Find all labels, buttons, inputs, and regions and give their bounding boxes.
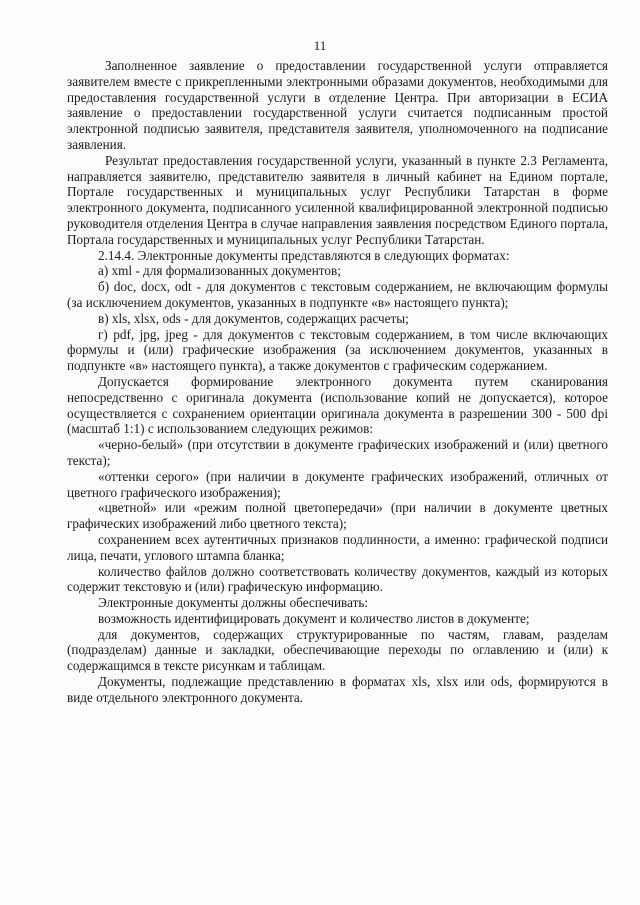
list-item: «черно-белый» (при отсутствии в документе графических изображений и (или) цветного текста); bbox=[67, 437, 608, 468]
paragraph: Заполненное заявление о предоставлении государственной услуги отправляется заявителем вместе с прикрепленными электронными образами документов, необходимыми для предоставления государственной услуги в отделение Центра. При авторизации в ЕСИА заявление о предоставлении государственной услуги считается подписанным простой электронной подписью заявителя, представителя заявителя, уполномоченного на подписание заявления. bbox=[67, 58, 608, 152]
list-item: для документов, содержащих структурированные по частям, главам, разделам (подразделам) данные и закладки, обеспечивающие переходы по оглавлению и (или) к содержащимся в тексте рисункам и таблицам. bbox=[67, 626, 608, 674]
list-item: а) xml - для формализованных документов; bbox=[98, 263, 341, 279]
list-item: сохранением всех аутентичных признаков подлинности, а именно: графической подписи лица, печати, углового штампа бланка; bbox=[67, 531, 608, 563]
list-item: «оттенки серого» (при наличии в документе графических изображений, отличных от цветного графического изображения); bbox=[67, 468, 608, 500]
list-item: количество файлов должно соответствовать количеству документов, каждый из которых содержит текстовую и (или) графическую информацию. bbox=[67, 563, 608, 595]
list-item: в) xls, xlsx, ods - для документов, содержащих расчеты; bbox=[98, 310, 409, 326]
document-body bbox=[67, 58, 608, 706]
paragraph: Результат предоставления государственной услуги, указанный в пункте 2.3 Регламента, направляется заявителю, представителю заявителя в личный кабинет на Едином портале, Портале государственных и муниципальных услуг Республики Татарстан в форме электронного документа, подписанного усиленной квалифицированной электронной подписью руководителя отделения Центра в случае направления заявления посредством Единого портала, Портала государственных и муниципальных услуг Республики Татарстан. bbox=[67, 152, 608, 247]
paragraph: Документы, подлежащие представлению в форматах xls, xlsx или ods, формируются в виде отдельного электронного документа. bbox=[67, 674, 608, 705]
list-item: б) doc, docx, odt - для документов с текстовым содержанием, не включающим формулы (за исключением документов, указанных в подпункте «в» настоящего пункта); bbox=[67, 279, 608, 310]
paragraph: Электронные документы должны обеспечивать: bbox=[98, 595, 369, 611]
paragraph: Допускается формирование электронного документа путем сканирования непосредственно с оригинала документа (использование копий не допускается), которое осуществляется с сохранением ориентации оригинала документа в разрешении 300 - 500 dpi (масштаб 1:1) с использованием следующих режимов: bbox=[67, 373, 608, 437]
list-item: г) pdf, jpg, jpeg - для документов с текстовым содержанием, в том числе включающих формулы и (или) графические изображения (за исключением документов, указанных в подпункте «в» настоящего пункта), а также документов с графическим содержанием. bbox=[67, 326, 608, 374]
list-item: «цветной» или «режим полной цветопередачи» (при наличии в документе цветных графических изображений либо цветного текста); bbox=[67, 500, 608, 532]
list-item: возможность идентифицировать документ и количество листов в документе; bbox=[98, 610, 530, 626]
page-number: 11 bbox=[313, 38, 327, 53]
paragraph: 2.14.4. Электронные документы представляются в следующих форматах: bbox=[98, 247, 510, 263]
